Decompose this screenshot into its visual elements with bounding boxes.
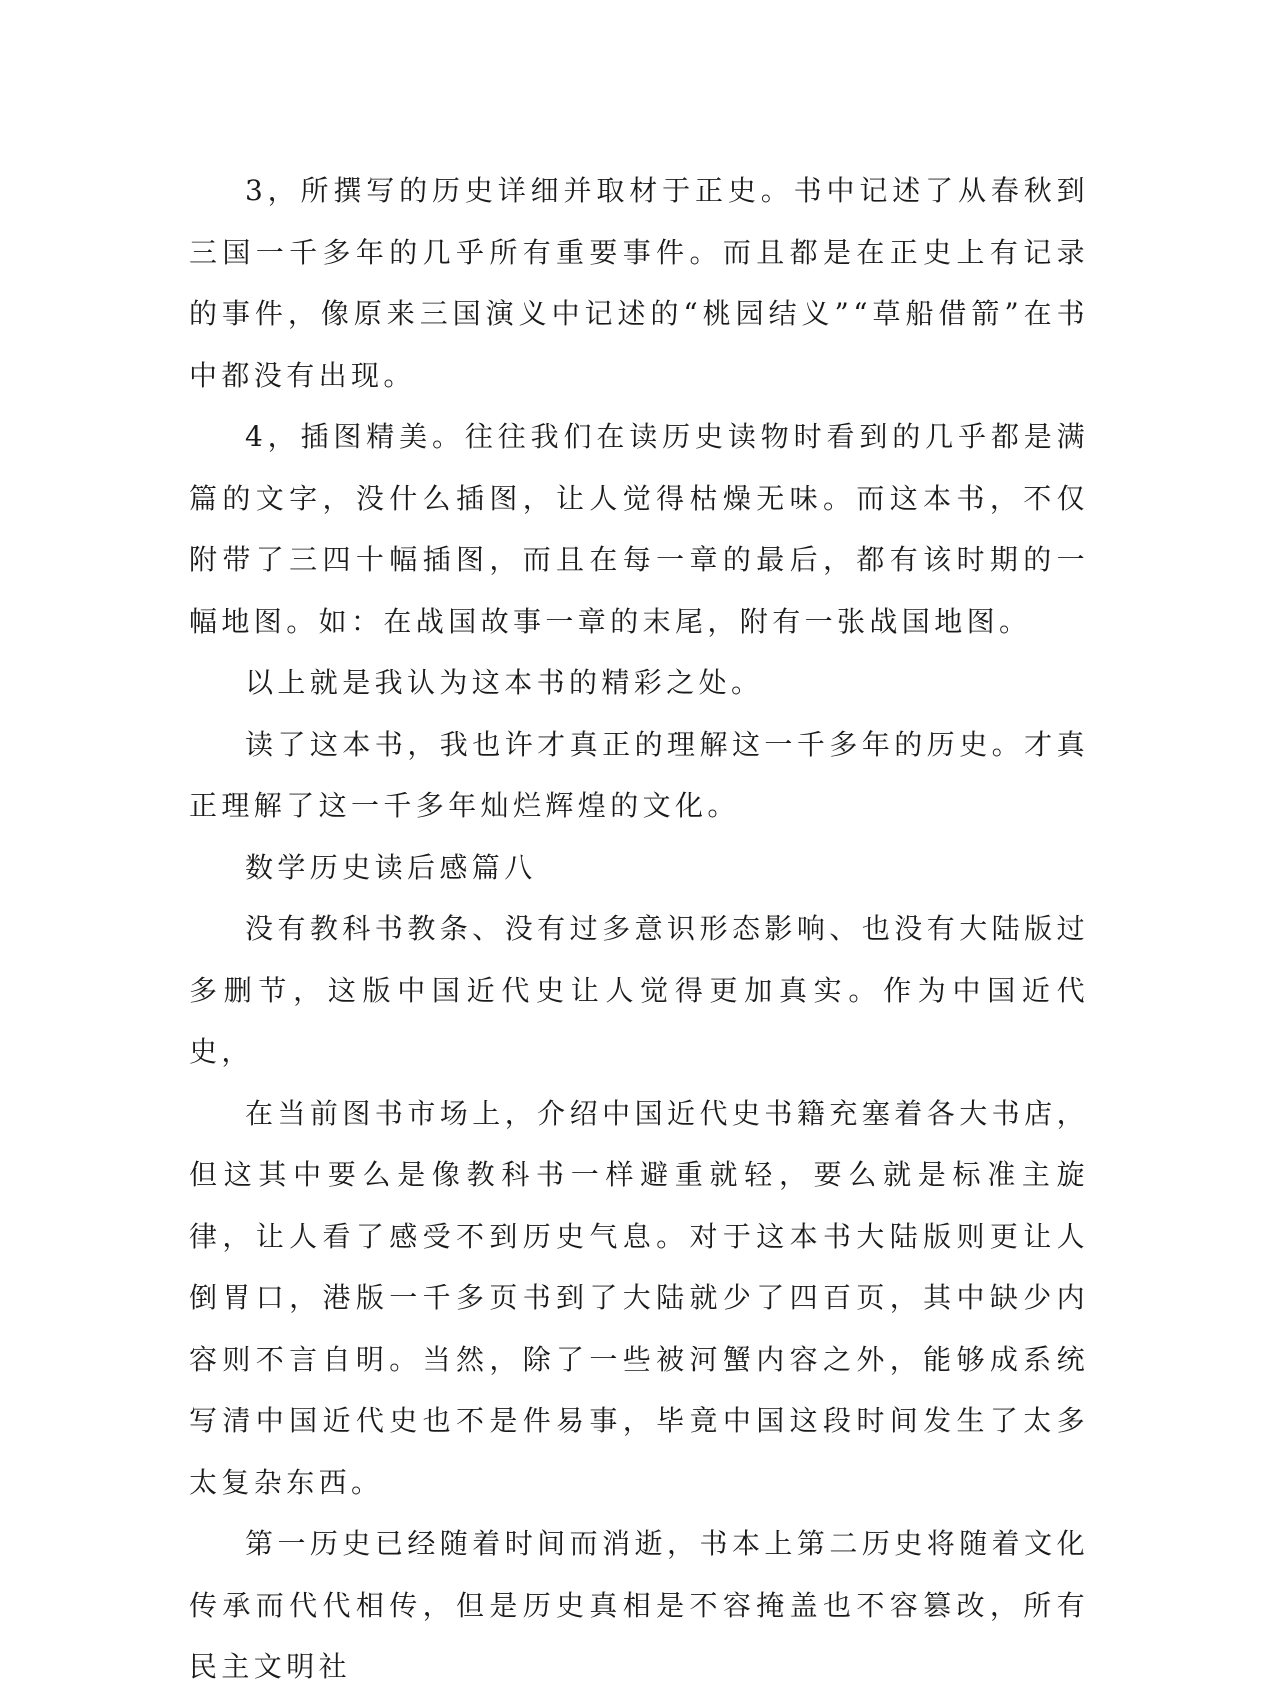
paragraph-reflection: 读了这本书，我也许才真正的理解这一千多年的历史。才真正理解了这一千多年灿烂辉煌的文化。 <box>189 727 1089 822</box>
section-heading: 数学历史读后感篇八 <box>245 850 537 884</box>
paragraph-summary: 以上就是我认为这本书的精彩之处。 <box>245 666 764 699</box>
paragraph-point-3: 3，所撰写的历史详细并取材于正史。书中记述了从春秋到三国一千多年的几乎所有重要事件。而且都是在正史上有记录的事件，像原来三国演义中记述的“桃园结义”“草船借箭”在书中都没有出现。 <box>189 174 1089 392</box>
paragraph-market: 在当前图书市场上，介绍中国近代史书籍充塞着各大书店，但这其中要么是像教科书一样避重就轻，要么就是标准主旋律，让人看了感受不到历史气息。对于这本书大陆版则更让人倒胃口，港版一千多页书到了大陆就少了四百页，其中缺少内容则不言自明。当然，除了一些被河蟹内容之外，能够成系统写清中国近代史也不是件易事，毕竟中国这段时间发生了太多太复杂东西。 <box>189 1096 1089 1499</box>
document-body <box>189 160 1089 1698</box>
paragraph-history: 第一历史已经随着时间而消逝，书本上第二历史将随着文化传承而代代相传，但是历史真相是不容掩盖也不容篡改，所有民主文明社 <box>189 1527 1089 1683</box>
paragraph-intro: 没有教科书教条、没有过多意识形态影响、也没有大陆版过多删节，这版中国近代史让人觉得更加真实。作为中国近代史， <box>189 912 1089 1068</box>
paragraph-point-4: 4，插图精美。往往我们在读历史读物时看到的几乎都是满篇的文字，没什么插图，让人觉得枯燥无味。而这本书，不仅附带了三四十幅插图，而且在每一章的最后，都有该时期的一幅地图。如：在战国故事一章的末尾，附有一张战国地图。 <box>189 420 1089 638</box>
